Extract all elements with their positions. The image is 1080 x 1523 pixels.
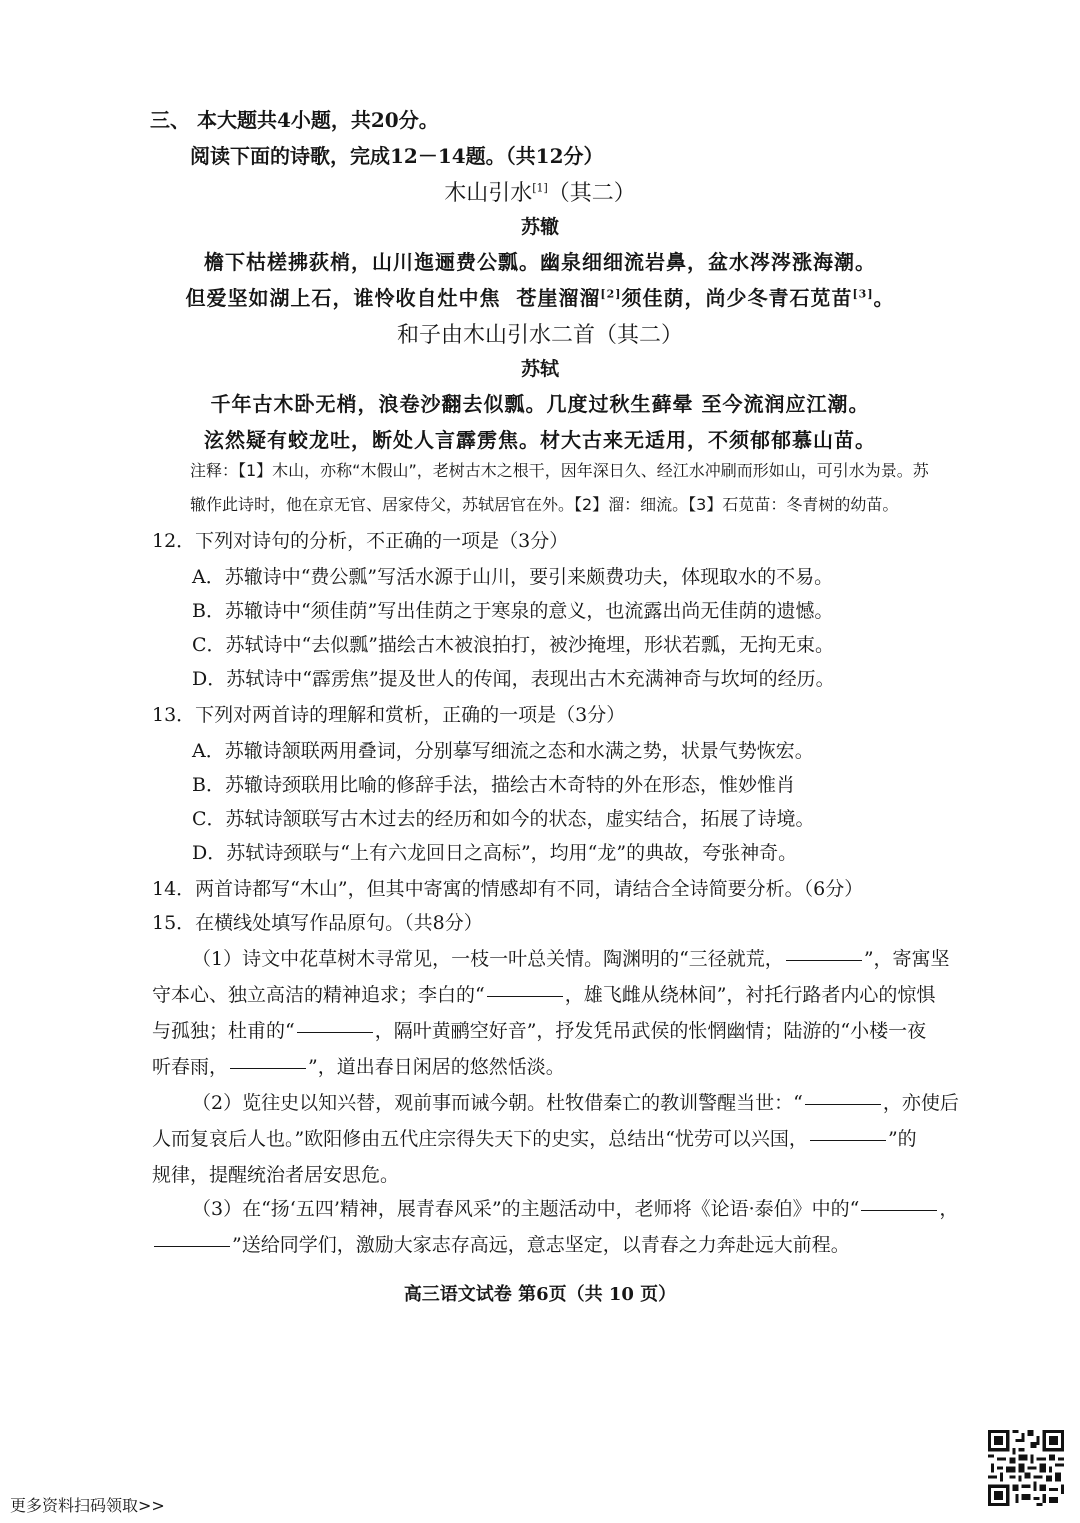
page-footer: 高三语文试卷 第6页（共 10 页）: [403, 1284, 677, 1305]
poem1-title-text: 木山引水: [444, 181, 533, 206]
notes-line2: 辙作此诗时，他在京无官、居家侍父，苏轼居官在外。【2】溜：细流。【3】石苋苗：冬青树的幼苗。: [190, 495, 899, 514]
q15-p1-line4: [152, 1052, 565, 1079]
q15-p3-c: ”送给同学们，激励大家志存高远，意志坚定，以青春之力奔赴远大前程。: [232, 1234, 850, 1256]
poem2-author: 苏轼: [520, 358, 559, 380]
answer-blank[interactable]: [297, 1031, 373, 1033]
answer-blank[interactable]: [487, 995, 563, 997]
q12-option-c: C．苏轼诗中“去似瓢”描绘古木被浪拍打，被沙掩埋，形状若瓢，无拘无束。: [192, 634, 834, 656]
answer-blank[interactable]: [810, 1139, 886, 1141]
answer-blank[interactable]: [230, 1067, 306, 1069]
poem2-line2: 泫然疑有蛟龙吐，断处人言霹雳焦。材大古来无适用，不须郁郁慕山苗。: [204, 428, 876, 452]
q15-p1-e: 与孤独；杜甫的“: [152, 1020, 295, 1042]
q15-p2-d: ”的: [887, 1128, 917, 1150]
q15-p2-line3: 规律，提醒统治者居安思危。: [152, 1164, 400, 1186]
poem1-line2-a: 但爱坚如湖上石，谁怜收自灶中焦: [185, 286, 501, 310]
q15-p2-line1: [192, 1088, 959, 1115]
poem1-title-suffix: （其二）: [547, 181, 636, 206]
q15-p2-b: ，亦使后: [882, 1092, 959, 1114]
q12-stem: 12．下列对诗句的分析，不正确的一项是（3分）: [152, 530, 569, 552]
q12-option-a: A．苏辙诗中“费公瓢”写活水源于山川，要引来颇费功夫，体现取水的不易。: [192, 566, 834, 588]
q13-option-c: C．苏轼诗颔联写古木过去的经历和如今的状态，虚实结合，拓展了诗境。: [192, 808, 815, 830]
q15-p3-line1: [192, 1194, 958, 1221]
q15-p1-h: ”，道出春日闲居的悠然恬淡。: [308, 1056, 565, 1078]
q15-p3-a: （3）在“扬‘五四’精神，展青春风采”的主题活动中，老师将《论语·泰伯》中的“: [192, 1198, 860, 1220]
answer-blank[interactable]: [154, 1245, 230, 1247]
poem1-title-note: [1]: [532, 181, 548, 195]
poem1-line2-b: 苍崖溜溜: [516, 286, 601, 310]
poem1-line2: [0, 282, 1080, 311]
q15-p2-a: （2）览往史以知兴替，观前事而诫今朝。杜牧借秦亡的教训警醒当世：“: [192, 1092, 803, 1114]
q13-stem: 13．下列对两首诗的理解和赏析，正确的一项是（3分）: [152, 704, 626, 726]
q15-p1-c: 守本心、独立高洁的精神追求；李白的“: [152, 984, 485, 1006]
answer-blank[interactable]: [861, 1209, 937, 1211]
scan-promo-text[interactable]: 更多资料扫码领取>>: [10, 1496, 165, 1515]
q15-p1-d: ，雄飞雌从绕林间”，衬托行路者内心的惊惧: [564, 984, 936, 1006]
poem2-line1: 千年古木卧无梢，浪卷沙翻去似瓢。几度过秋生藓晕 至今流润应江潮。: [210, 392, 870, 416]
poem1-note2: [2]: [600, 287, 622, 301]
answer-blank[interactable]: [786, 959, 862, 961]
q15-p3-b: ，: [939, 1198, 959, 1220]
poem1-line2-end: 。: [873, 286, 895, 310]
poem1-line1: 檐下枯槎拂荻梢，山川迤逦费公瓢。幽泉细细流岩鼻，盆水涔涔涨海潮。: [204, 250, 876, 274]
q12-option-b: B．苏辙诗中“须佳荫”写出佳荫之于寒泉的意义，也流露出尚无佳荫的遗憾。: [192, 600, 834, 622]
poem1-author: 苏辙: [520, 216, 559, 238]
q13-option-d: D．苏轼诗颈联与“上有六龙回日之高标”，均用“龙”的典故，夸张神奇。: [192, 842, 798, 864]
q15-p1-g: 听春雨，: [152, 1056, 229, 1078]
poem2-title: 和子由木山引水二首（其二）: [396, 323, 683, 348]
q12-option-d: D．苏轼诗中“霹雳焦”提及世人的传闻，表现出古木充满神奇与坎坷的经历。: [192, 668, 835, 690]
q15-p3-line2: [152, 1230, 850, 1257]
notes-line1: 注释：【1】木山，亦称“木假山”，老树古木之根干，因年深日久、经江水冲刷而形如山，可引水为景。苏: [190, 461, 929, 480]
q15-p1-line3: [152, 1016, 926, 1043]
q15-p2-line2: [152, 1124, 917, 1151]
q15-p1-line1: [192, 944, 950, 971]
q15-p2-c: 人而复哀后人也。”欧阳修由五代庄宗得失天下的史实，总结出“忧劳可以兴国，: [152, 1128, 808, 1150]
q13-option-a: A．苏辙诗颔联两用叠词，分别摹写细流之态和水满之势，状景气势恢宏。: [192, 740, 814, 762]
answer-blank[interactable]: [805, 1103, 881, 1105]
q15-p1-b: ”，寄寓坚: [863, 948, 950, 970]
reading-instruction: 阅读下面的诗歌，完成12－14题。（共12分）: [190, 144, 604, 168]
q13-option-b: B．苏辙诗颈联用比喻的修辞手法，描绘古木奇特的外在形态，惟妙惟肖: [192, 774, 795, 796]
q15-p1-f: ，隔叶黄鹂空好音”，抒发凭吊武侯的怅惘幽情；陆游的“小楼一夜: [374, 1020, 927, 1042]
poem1-line2-c: 须佳荫，尚少冬青石苋苗: [621, 286, 853, 310]
q15-p1-line2: [152, 980, 935, 1007]
q14-stem: 14．两首诗都写“木山”，但其中寄寓的情感却有不同，请结合全诗简要分析。（6分）: [152, 878, 864, 900]
q15-stem: 15．在横线处填写作品原句。（共8分）: [152, 912, 483, 934]
q15-p1-a: （1）诗文中花草树木寻常见，一枝一叶总关情。陶渊明的“三径就荒，: [192, 948, 784, 970]
poem1-note3: [3]: [852, 287, 874, 301]
section-header: 三、 本大题共4小题，共20分。: [150, 108, 439, 132]
poem1-title: [0, 176, 1080, 207]
qr-code-icon[interactable]: [988, 1430, 1064, 1506]
